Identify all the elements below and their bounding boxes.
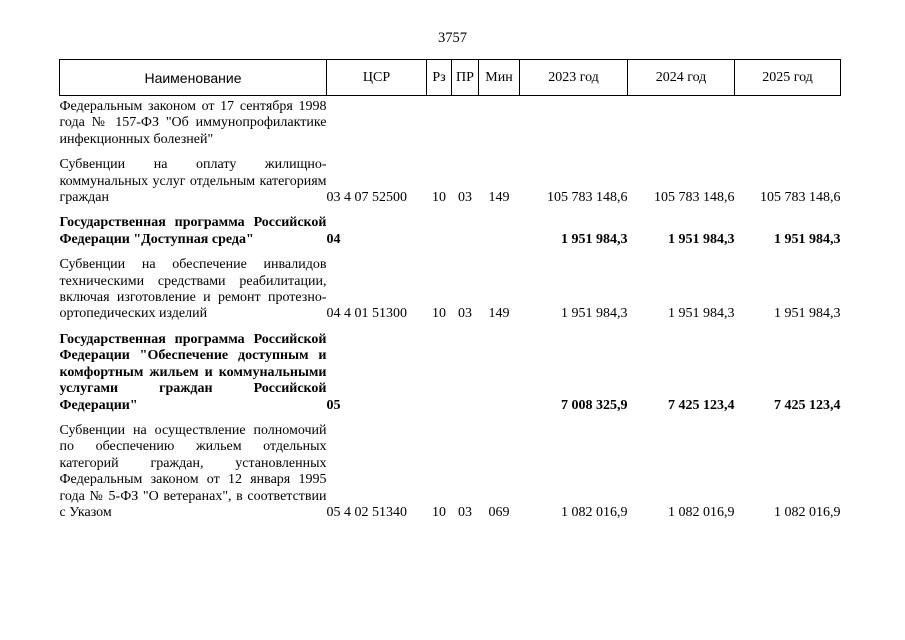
- row-rz: [427, 206, 452, 248]
- row-2025: 105 783 148,6: [760, 190, 841, 206]
- row-csr: 04 4 01 51300: [326, 306, 407, 322]
- row-min: 069: [488, 504, 510, 520]
- row-min: [479, 96, 520, 149]
- row-2023: [520, 96, 628, 149]
- row-2025: 1 082 016,9: [774, 504, 841, 520]
- header-2023: 2023 год: [520, 60, 628, 96]
- row-csr: 05 4 02 51340: [326, 504, 407, 520]
- row-2025: 1 951 984,3: [774, 231, 841, 247]
- row-pr: 03: [458, 306, 472, 322]
- row-csr: 04: [326, 231, 341, 247]
- row-rz: 10: [432, 504, 446, 520]
- header-pr: ПР: [452, 60, 479, 96]
- row-2024: 105 783 148,6: [654, 190, 735, 206]
- row-csr: 05: [326, 397, 341, 413]
- row-2024: [628, 96, 735, 149]
- row-csr: 03 4 07 52500: [326, 190, 407, 206]
- row-min: [479, 206, 520, 248]
- header-row: [60, 60, 841, 96]
- row-name: Субвенции на обеспечение инвалидов техническими средствами реабилитации, включая изготовление и ремонт протезно-ортопедических изделий: [59, 257, 327, 322]
- row-2023: 1 951 984,3: [561, 231, 628, 247]
- row-pr: [452, 96, 479, 149]
- row-2025: 7 425 123,4: [774, 397, 841, 413]
- header-2025: 2025 год: [735, 60, 841, 96]
- row-pr: 03: [458, 190, 472, 206]
- row-min: [479, 323, 520, 414]
- table-row: [60, 323, 841, 414]
- row-name: Субвенции на осуществление полномочий по обеспечению жильем отдельных категорий граждан, установленных Федеральным законом от 12 января 1995 года № 5-ФЗ "О ветеранах", в соответствии с Указом: [59, 422, 327, 520]
- row-2025: [735, 96, 841, 149]
- table-row: [60, 148, 841, 206]
- header-rz: Рз: [427, 60, 452, 96]
- row-pr: [452, 323, 479, 414]
- row-2024: 7 425 123,4: [668, 397, 735, 413]
- row-2023: 7 008 325,9: [561, 397, 628, 413]
- header-name: Наименование: [60, 60, 327, 96]
- row-name: Субвенции на оплату жилищно-коммунальных услуг отдельным категориям граждан: [59, 157, 327, 206]
- table-row: [60, 414, 841, 521]
- row-2024: 1 951 984,3: [668, 306, 735, 322]
- row-2025: 1 951 984,3: [774, 306, 841, 322]
- row-pr: 03: [458, 504, 472, 520]
- header-csr: ЦСР: [327, 60, 427, 96]
- row-rz: 10: [432, 306, 446, 322]
- row-name: Государственная программа Российской Федерации "Доступная среда": [59, 215, 327, 247]
- budget-table: [59, 59, 841, 521]
- table-row: [60, 206, 841, 248]
- page-number: 3757: [438, 30, 467, 46]
- row-2024: 1 082 016,9: [668, 504, 735, 520]
- table-row: [60, 96, 841, 149]
- header-2024: 2024 год: [628, 60, 735, 96]
- header-min: Мин: [479, 60, 520, 96]
- table-row: [60, 248, 841, 323]
- row-2024: 1 951 984,3: [668, 231, 735, 247]
- row-csr: [327, 96, 427, 149]
- row-2023: 105 783 148,6: [547, 190, 628, 206]
- row-min: 149: [488, 306, 510, 322]
- row-rz: 10: [432, 190, 446, 206]
- row-2023: 1 951 984,3: [561, 306, 628, 322]
- row-rz: [427, 96, 452, 149]
- row-name: Государственная программа Российской Федерации "Обеспечение доступным и комфортным жильем и коммунальными услугами граждан Российской Федерации": [59, 331, 327, 413]
- row-pr: [452, 206, 479, 248]
- row-name: Федеральным законом от 17 сентября 1998 года № 157-ФЗ "Об иммунопрофилактике инфекционных болезней": [59, 99, 327, 147]
- row-2023: 1 082 016,9: [561, 504, 628, 520]
- row-min: 149: [488, 190, 510, 206]
- row-rz: [427, 323, 452, 414]
